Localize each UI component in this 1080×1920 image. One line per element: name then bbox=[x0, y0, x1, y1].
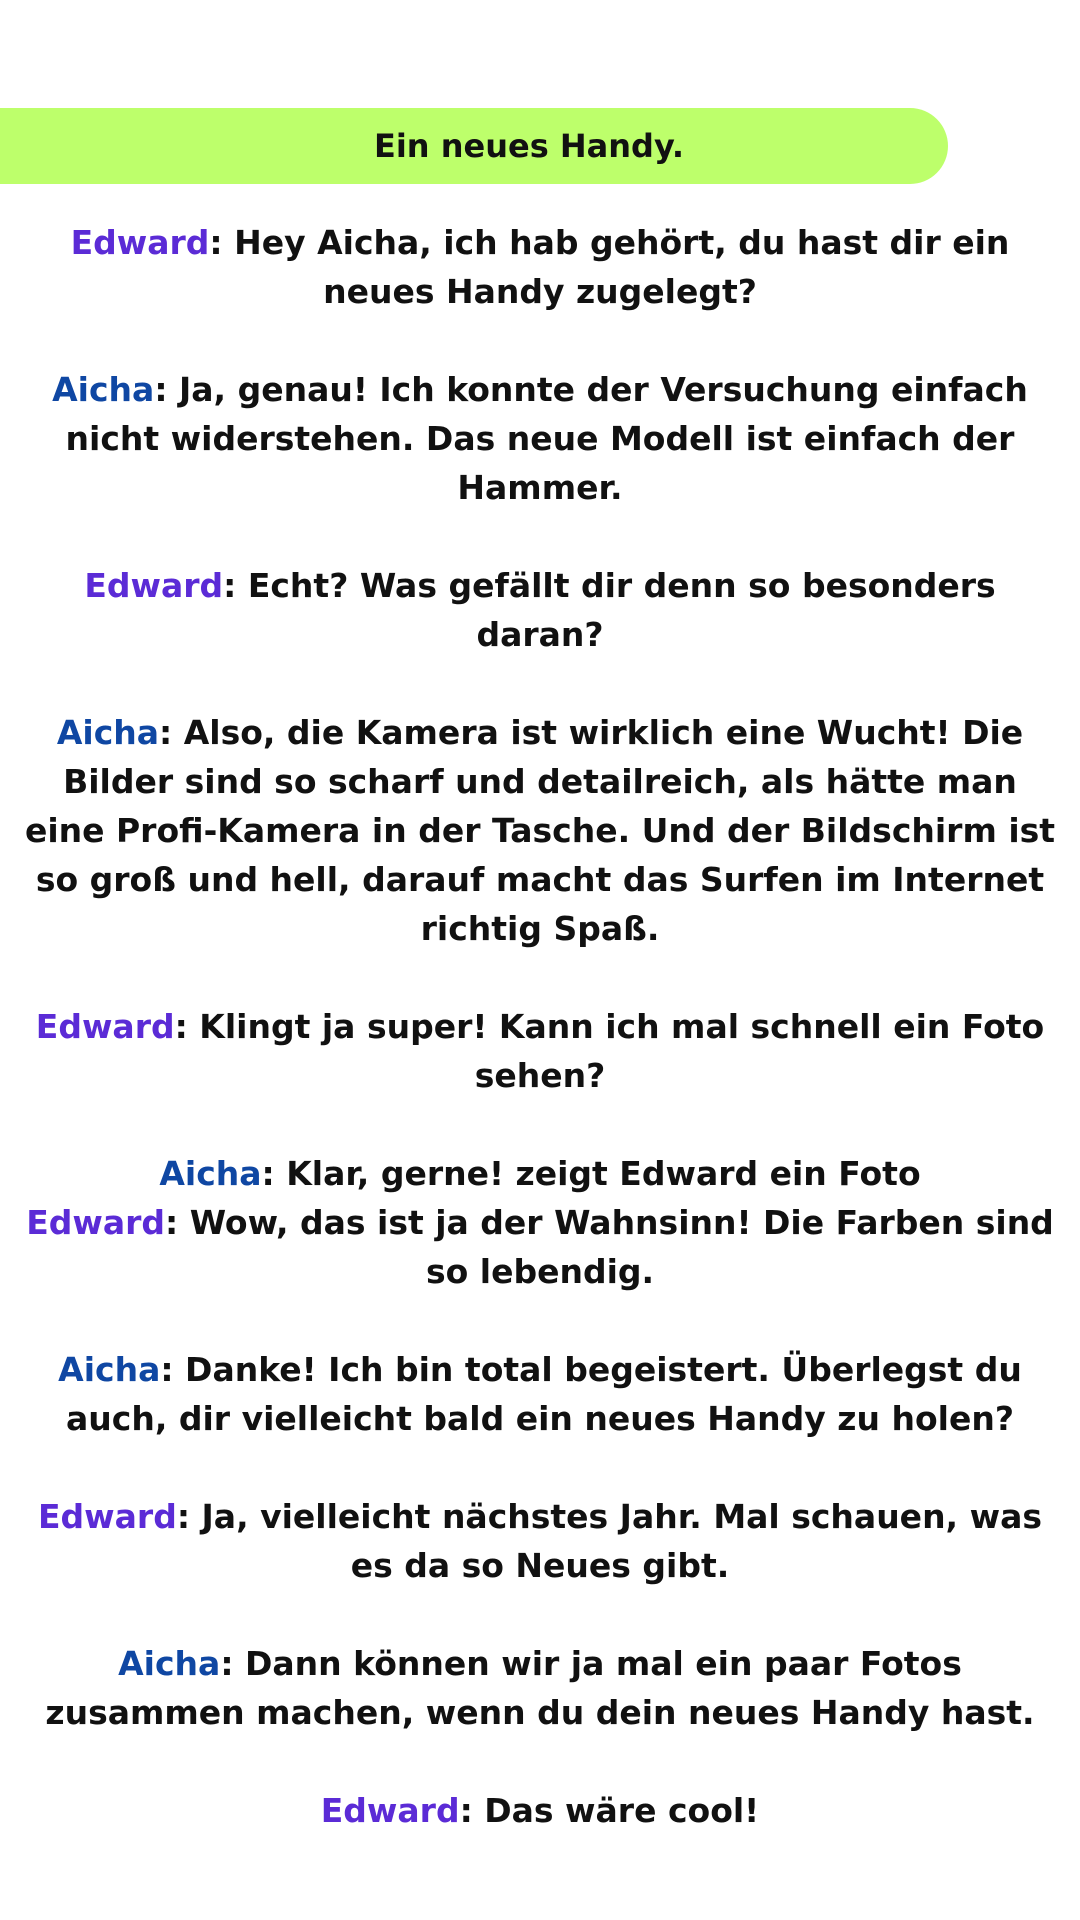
speaker-name: Aicha bbox=[56, 713, 160, 752]
speaker-name: Edward bbox=[320, 1791, 460, 1830]
dialogue-line bbox=[20, 1002, 1060, 1100]
title-banner bbox=[0, 108, 948, 184]
dialogue-line bbox=[20, 1786, 1060, 1835]
line-text: : Also, die Kamera ist wirklich eine Wucht! Die Bilder sind so scharf und detailreich, als hätte man eine Profi-Kamera in der Tasche. Und der Bildschirm ist so groß und hell, darauf macht das Surfen im Internet richtig Spaß. bbox=[24, 713, 1056, 948]
line-text: : Das wäre cool! bbox=[459, 1791, 760, 1830]
line-text: : Klingt ja super! Kann ich mal schnell ein Foto sehen? bbox=[174, 1007, 1045, 1095]
page-title: Ein neues Handy. bbox=[373, 127, 685, 165]
line-text: : Ja, vielleicht nächstes Jahr. Mal schauen, was es da so Neues gibt. bbox=[176, 1497, 1042, 1585]
dialogue-line bbox=[20, 1639, 1060, 1737]
dialogue-line bbox=[20, 1345, 1060, 1443]
line-text: : Klar, gerne! zeigt Edward ein Foto bbox=[261, 1154, 921, 1193]
line-text: : Wow, das ist ja der Wahnsinn! Die Farben sind so lebendig. bbox=[165, 1203, 1054, 1291]
line-text: : Danke! Ich bin total begeistert. Überlegst du auch, dir vielleicht bald ein neues Handy zu holen? bbox=[66, 1350, 1022, 1438]
speaker-name: Aicha bbox=[118, 1644, 221, 1683]
dialogue-line bbox=[20, 1492, 1060, 1590]
dialogue-line bbox=[20, 218, 1060, 316]
speaker-name: Edward bbox=[35, 1007, 175, 1046]
dialogue bbox=[20, 218, 1060, 1884]
speaker-name: Edward bbox=[38, 1497, 177, 1536]
speaker-name: Aicha bbox=[159, 1154, 262, 1193]
line-text: : Echt? Was gefällt dir denn so besonders daran? bbox=[223, 566, 996, 654]
dialogue-line bbox=[20, 1198, 1060, 1296]
dialogue-line bbox=[20, 708, 1060, 953]
speaker-name: Aicha bbox=[58, 1350, 161, 1389]
speaker-name: Edward bbox=[84, 566, 224, 605]
line-text: : Dann können wir ja mal ein paar Fotos zusammen machen, wenn du dein neues Handy hast. bbox=[45, 1644, 1035, 1732]
line-text: : Ja, genau! Ich konnte der Versuchung einfach nicht widerstehen. Das neue Modell ist einfach der Hammer. bbox=[65, 370, 1028, 507]
speaker-name: Aicha bbox=[52, 370, 155, 409]
speaker-name: Edward bbox=[26, 1203, 166, 1242]
dialogue-line bbox=[20, 561, 1060, 659]
dialogue-line bbox=[20, 1149, 1060, 1198]
dialogue-line bbox=[20, 365, 1060, 512]
line-text: : Hey Aicha, ich hab gehört, du hast dir ein neues Handy zugelegt? bbox=[209, 223, 1010, 311]
speaker-name: Edward bbox=[70, 223, 210, 262]
